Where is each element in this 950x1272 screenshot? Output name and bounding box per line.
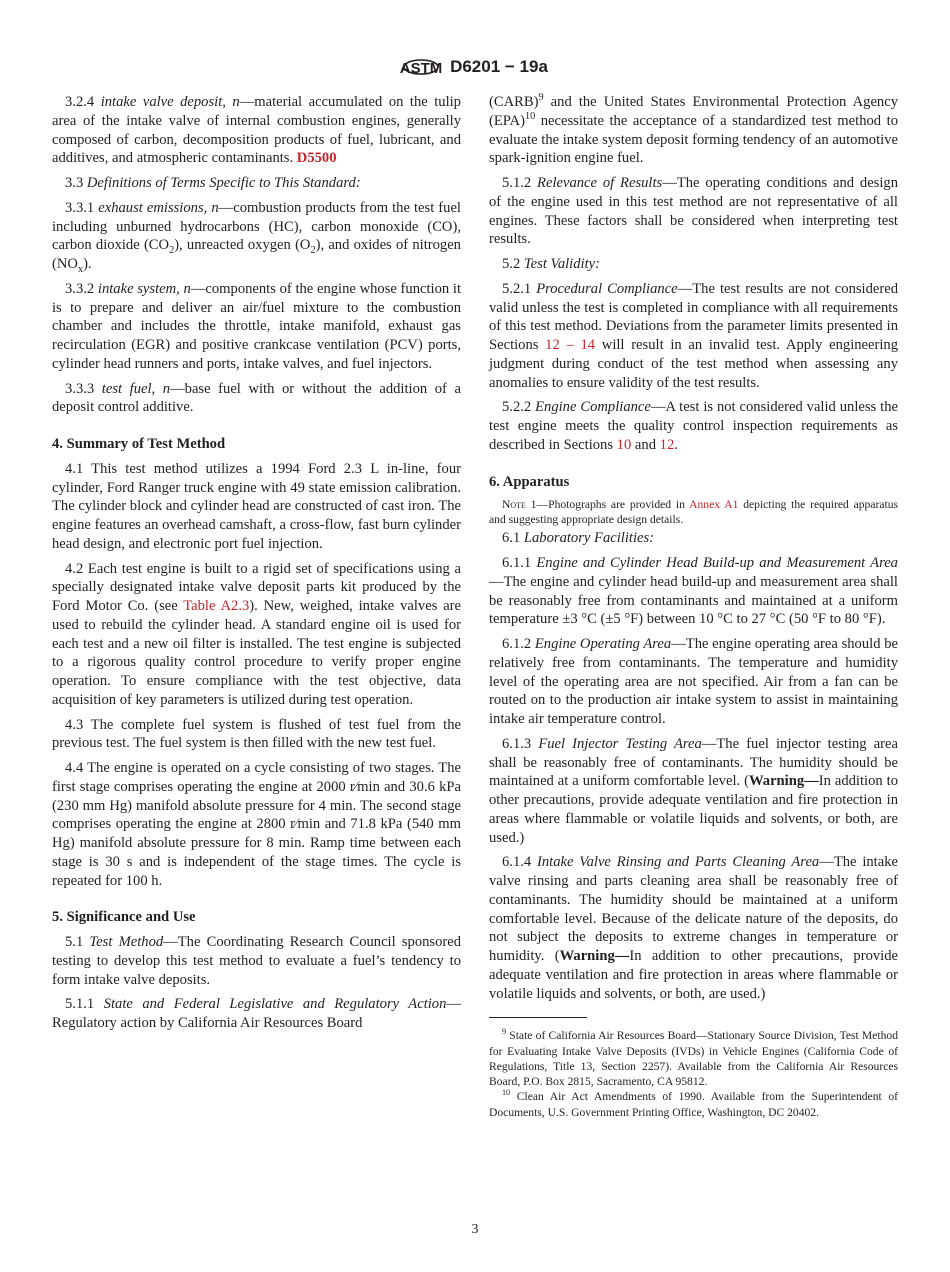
paragraph	[489, 398, 898, 454]
text-run: —The Coordinating Research Council sponsored testing to develop this test method to evaluate a fuel’s tendency to form intake valve deposits.	[52, 934, 462, 988]
text-run: —base fuel with or without the addition of a deposit control additive.	[52, 380, 461, 416]
text-run: Warning—	[748, 773, 819, 790]
note	[489, 497, 898, 527]
text-run: 3.3.1	[65, 199, 99, 216]
section-heading	[489, 473, 898, 492]
text-run: 3.2.4	[65, 94, 101, 110]
paragraph	[489, 280, 898, 393]
text-run: 5.1	[65, 934, 90, 950]
text-run: 5.2.1	[502, 280, 537, 297]
text-run: exhaust emissions, n	[98, 199, 219, 216]
text-run: Test Validity:	[523, 256, 600, 272]
text-run: test fuel, n	[101, 380, 171, 397]
section-heading	[52, 435, 461, 454]
text-run: —The fuel injector testing area shall be reasonably free of contaminants. The humidity should be maintained at a uniform comfortable level. (	[489, 735, 898, 790]
text-run: Engine Compliance	[535, 399, 651, 416]
text-run: —Regulatory action by California Air Resources Board	[52, 996, 461, 1031]
text-run: Clean Air Act Amendments of 1990. Available from the Superintendent of Documents, U.S. Government Printing Office, Washington, DC 20402.	[489, 1090, 898, 1119]
text-run: 6.1.3	[502, 735, 539, 752]
paragraph	[52, 759, 461, 890]
text-run: —The test results are not considered valid unless the test is completed in compliance with all requirements of this test method. Deviations from the parameter limits presented in Sections	[489, 280, 899, 353]
text-run: 5.2	[502, 256, 524, 272]
text-run: (CARB)	[489, 94, 539, 110]
text-run: 4. Summary of Test Method	[52, 436, 226, 452]
text-run: ).	[83, 256, 92, 272]
cross-reference-link[interactable]: 12	[659, 436, 675, 453]
footnote	[489, 1089, 898, 1120]
text-run: 6.1	[502, 530, 524, 547]
paragraph	[489, 174, 898, 249]
cross-reference-link[interactable]: Table A2.3	[183, 598, 250, 614]
text-run: —The operating conditions and design of the engine used in this test method are not representative of all engines. These factors shall be considered when interpreting test results.	[489, 175, 898, 248]
text-run: 6.1.1	[502, 555, 537, 571]
paragraph	[52, 93, 461, 168]
text-run: ), and oxides of nitrogen (NO	[52, 237, 461, 272]
text-run: and	[631, 436, 660, 453]
text-run: 2	[169, 245, 175, 257]
paragraph	[489, 635, 898, 729]
text-run: Warning—	[559, 948, 630, 964]
document-designation: D6201 − 19a	[450, 57, 548, 76]
page-header	[0, 52, 950, 82]
paragraph	[489, 529, 898, 548]
text-run: intake valve deposit, n	[100, 94, 240, 110]
text-run: Test Method	[89, 934, 164, 950]
footnote	[489, 1028, 898, 1089]
text-run: 5.1.1	[65, 996, 104, 1013]
text-run: 3.3.2	[65, 280, 98, 297]
text-run: Fuel Injector Testing Area	[538, 735, 702, 752]
text-run: 5.2.2	[502, 399, 536, 416]
paragraph	[489, 93, 898, 168]
text-run: In addition to other precautions, provide adequate ventilation and fire protection in areas where flammable or volatile liquids and solvents, or both, are used.)	[489, 773, 898, 846]
text-run: —components of the engine whose function it is to prepare and deliver an air/fuel mixture to the combustion chamber and includes the throttle, intake manifold, exhaust gas recirculation (EGR) and positive crankcase ventilation (PCV) ports, cylinder head runners and ports, intake valves, and fuel injectors.	[52, 280, 461, 372]
text-run: Engine Operating Area	[534, 636, 672, 652]
text-run: Laboratory Facilities:	[523, 530, 655, 547]
paragraph	[52, 174, 461, 193]
text-run: ), unreacted oxygen (O	[174, 237, 311, 254]
text-run: State and Federal Legislative and Regulatory Action	[103, 996, 447, 1013]
paragraph	[52, 560, 461, 710]
text-run: x	[77, 263, 84, 275]
paragraph	[489, 255, 898, 274]
text-run: will result in an invalid test. Apply engineering judgment during conduct of the test method when assessing any anomalies to ensure validity of the test results.	[489, 337, 899, 391]
text-run: —A test is not considered valid unless the test engine meets the quality control inspection requirements as described in Sections	[489, 399, 898, 453]
astm-logo-icon	[399, 52, 443, 82]
text-run: .	[674, 436, 678, 453]
cross-reference-link[interactable]: 10	[616, 436, 632, 453]
cross-reference-link[interactable]: D5500	[296, 150, 337, 167]
text-run: —The engine operating area should be relatively free from contaminants. The temperature and humidity level of the operating area are not specified. Air from a fan can be routed on to the production air intake system to assist in maintaining intake air temperature control.	[489, 636, 898, 727]
paragraph	[52, 380, 461, 418]
text-run: Procedural Compliance	[536, 280, 678, 297]
text-run: ). New, weighed, intake valves are used to rebuild the cylinder head. A standard engine oil is used for each test and a new oil filter is installed. The test engine is subjected to a rigorous quality control procedure to verify proper engine operation. To ensure compliance with the test objective, data acquisition of key parameters is utilized during test operation.	[52, 598, 462, 708]
text-run: 4.1 This test method utilizes a 1994 Ford 2.3 L in-line, four cylinder, Ford Ranger truck engine with 49 state emission calibration. The cylinder block and cylinder head are constructed of cast iron. The engine features an overhead camshaft, a cross-flow, fast burn cylinder head design, and electronic port fuel injection.	[52, 460, 462, 552]
logo-text: ASTM	[399, 60, 443, 77]
cross-reference-link[interactable]: 12 – 14	[545, 337, 596, 353]
text-run: 1—Photographs are provided in	[525, 498, 690, 512]
footnote-rule	[489, 1017, 587, 1018]
paragraph	[489, 554, 898, 629]
text-run: 6.1.2	[502, 636, 535, 652]
text-run: necessitate the acceptance of a standardized test method to evaluate the intake system deposit forming tendency of an automotive spark-ignition engine fuel.	[489, 112, 898, 167]
text-run: 6.1.4	[502, 854, 538, 871]
text-run: 9	[538, 92, 544, 104]
paragraph	[52, 460, 461, 554]
text-run: Engine and Cylinder Head Build-up and Measurement Area	[536, 555, 898, 571]
page-number: 3	[471, 1222, 479, 1237]
text-run: and the United States Environmental Protection Agency (EPA)	[489, 94, 898, 129]
text-run: —The intake valve rinsing and parts cleaning area shall be reasonably free of contaminants. The humidity should be maintained at a uniform comfortable level. Because of the delicate nature of the deposits, do not subject the deposits to extreme changes in temperature or humidity. (	[489, 854, 898, 964]
paragraph	[52, 933, 461, 989]
paragraph	[489, 735, 898, 848]
text-run: Intake Valve Rinsing and Parts Cleaning Area	[537, 854, 820, 871]
text-run: 6. Apparatus	[489, 473, 570, 490]
text-run: —combustion products from the test fuel including unburned hydrocarbons (HC), carbon monoxide (CO), carbon dioxide (CO	[52, 199, 461, 254]
text-run: Note	[502, 498, 526, 512]
text-run: State of California Air Resources Board—Stationary Source Division, Test Method for Evaluating Intake Valve Deposits (IVDs) in Vehicle Engines (California Code of Regulations, Title 13, Section 2257). Available from the California Air Resources Board, P.O. Box 2815, Sacramento, CA 95812.	[489, 1029, 898, 1089]
text-run: In addition to other precautions, provide adequate ventilation and fire protection in areas where flammable or volatile liquids and solvents, or both, are used.)	[489, 948, 898, 1002]
paragraph	[52, 199, 461, 274]
right-column	[489, 93, 898, 1120]
text-run: 5.1.2	[502, 175, 538, 191]
text-run: —The engine and cylinder head build-up and measurement area shall be reasonably free from contaminants and maintained at a uniform temperature ±3 °C (±5 °F) between 10 °C to 27 °C (50 °F to 80 °F).	[489, 573, 898, 628]
left-column	[52, 93, 461, 1039]
text-run: —material accumulated on the tulip area of the intake valve of internal combustion engines, generally composed of carbon, decomposition products of fuel, lubricant, and additives, and atmospheric contaminants.	[52, 94, 461, 167]
cross-reference-link[interactable]: Annex A1	[689, 498, 739, 512]
text-run: 10	[524, 110, 536, 122]
text-run: Relevance of Results	[537, 175, 663, 191]
text-run: depicting the required apparatus and suggesting appropriate design details.	[489, 498, 899, 527]
text-run: 3.3	[65, 175, 87, 191]
paragraph	[489, 853, 898, 1003]
paragraph	[52, 995, 461, 1033]
text-run: Definitions of Terms Specific to This Standard:	[86, 175, 361, 191]
text-run: 4.2 Each test engine is built to a rigid set of specifications using a specially designated intake valve deposit parts kit produced by the Ford Motor Co. (see	[52, 560, 461, 614]
text-run: 4.4 The engine is operated on a cycle consisting of two stages. The first stage comprises operating the engine at 2000 r⁄min and 30.6 kPa (230 mm Hg) manifold absolute pressure for 4 min. The second stage comprises operating the engine at 2800 r⁄min and 71.8 kPa (540 mm Hg) manifold absolute pressure for 8 min. Ramp time between each stage is 30 s and is independent of the stage times. The cycle is repeated for 100 h.	[52, 760, 461, 889]
text-run: 9	[502, 1027, 507, 1037]
text-run: 10	[502, 1088, 511, 1098]
text-run: intake system, n	[97, 280, 191, 297]
text-run: 2	[310, 245, 316, 257]
text-run: 4.3 The complete fuel system is flushed of test fuel from the previous test. The fuel system is then filled with the new test fuel.	[52, 716, 461, 752]
paragraph	[52, 716, 461, 754]
paragraph	[52, 280, 461, 374]
text-run: 5. Significance and Use	[52, 909, 196, 926]
section-heading	[52, 908, 461, 927]
text-run: 3.3.3	[65, 380, 102, 397]
